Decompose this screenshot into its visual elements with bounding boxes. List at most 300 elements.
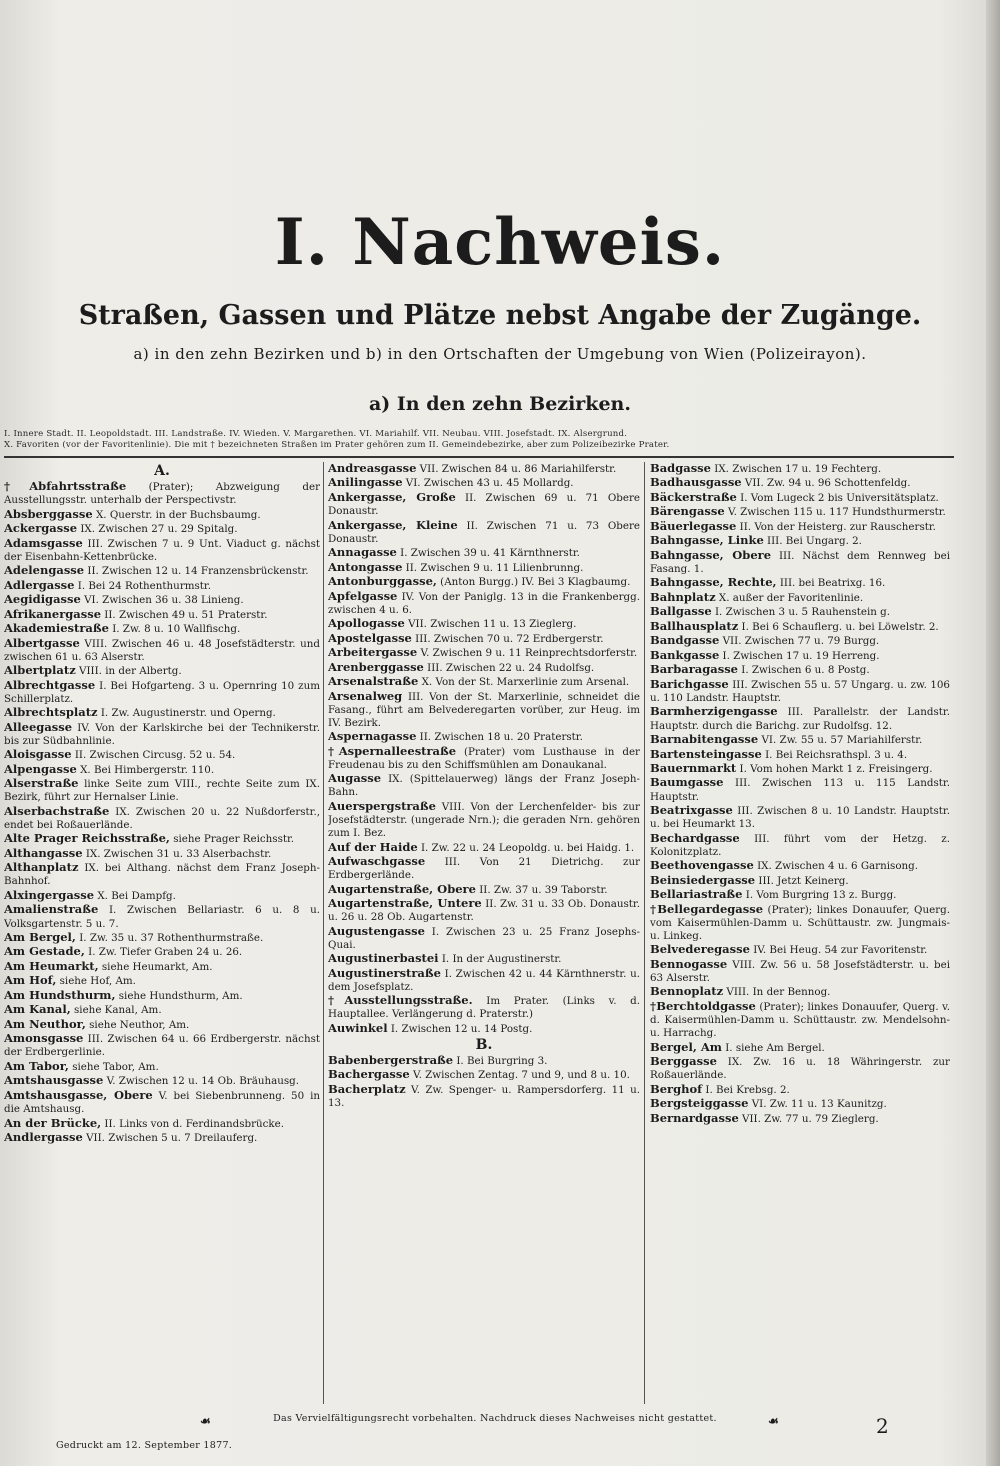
street-entry bbox=[650, 576, 950, 590]
street-location: I. Zwischen 17 u. 19 Herreng. bbox=[722, 649, 880, 662]
street-entry bbox=[650, 649, 950, 663]
street-entry bbox=[4, 777, 320, 804]
street-name: Beethovengasse bbox=[650, 858, 754, 873]
street-name: Apfelgasse bbox=[328, 588, 398, 603]
copyright-note: Das Vervielfältigungsrecht vorbehalten. Nachdruck dieses Nachweises nicht gestattet. bbox=[273, 1413, 717, 1424]
street-name: Akademiestraße bbox=[4, 621, 109, 636]
street-location: III. Zwischen 113 u. 115 Landstr. Hauptstr. bbox=[650, 777, 950, 803]
street-location: III. Zwischen 22 u. 24 Rudolfsg. bbox=[427, 661, 595, 674]
street-location: (Prater); linkes Donauufer, Querg. vom Kaisermühlen-Damm u. Schüttaustr. zw. Jungmais- u. Linkeg. bbox=[650, 903, 950, 942]
street-location: I. Zw. Tiefer Graben 24 u. 26. bbox=[88, 946, 243, 959]
street-name: Am Neuthor, bbox=[4, 1016, 86, 1031]
street-location: VI. Zw. 55 u. 57 Mariahilferstr. bbox=[761, 734, 923, 747]
street-location: III. Zwischen 70 u. 72 Erdbergerstr. bbox=[415, 632, 604, 645]
street-location: I. Zwischen 23 u. 25 Franz Josephs-Quai. bbox=[328, 925, 640, 951]
street-location: IX. bei Althang. nächst dem Franz Joseph-Bahnhof. bbox=[4, 862, 320, 888]
street-name: Bäuerlegasse bbox=[650, 518, 737, 533]
street-entry bbox=[4, 579, 320, 593]
street-name: Albertplatz bbox=[4, 663, 76, 678]
street-entry bbox=[4, 861, 320, 888]
street-entry bbox=[4, 1003, 320, 1017]
street-entry bbox=[328, 730, 640, 744]
street-name: Amonsgasse bbox=[4, 1031, 84, 1046]
street-entry bbox=[650, 733, 950, 747]
street-name: Barbaragasse bbox=[650, 662, 738, 677]
street-location: I. siehe Am Bergel. bbox=[725, 1041, 825, 1054]
street-name: Am Gestade, bbox=[4, 944, 85, 959]
header-rule bbox=[4, 456, 954, 458]
street-location: VIII. Zwischen 46 u. 48 Josefstädterstr. und zwischen 61 u. 63 Alserstr. bbox=[4, 637, 320, 663]
street-location: II. Zwischen 69 u. 71 Obere Donaustr. bbox=[328, 491, 640, 518]
street-name: Ballgasse bbox=[650, 604, 712, 619]
street-location: I. Zw. 8 u. 10 Wallfischg. bbox=[112, 623, 241, 636]
street-name: Alpengasse bbox=[4, 761, 77, 776]
street-name: Bahngasse, Linke bbox=[650, 533, 764, 548]
street-entry bbox=[328, 519, 640, 546]
street-entry bbox=[650, 534, 950, 548]
street-name: Bennoplatz bbox=[650, 984, 724, 999]
street-entry bbox=[328, 745, 640, 772]
street-name: Andlergasse bbox=[4, 1129, 83, 1144]
street-entry bbox=[650, 1112, 950, 1126]
street-entry bbox=[328, 952, 640, 966]
street-entry bbox=[650, 903, 950, 943]
street-name: Am Hof, bbox=[4, 973, 57, 988]
street-name: Augartenstraße, Untere bbox=[328, 896, 482, 911]
street-location: X. Bei Himbergerstr. 110. bbox=[80, 763, 215, 776]
street-location: III. Von 21 Dietrichg. zur Erdbergerlände. bbox=[328, 856, 640, 882]
street-entry bbox=[4, 721, 320, 748]
street-location: II. Zwischen 18 u. 20 Praterstr. bbox=[419, 731, 583, 744]
faded-header-trace bbox=[330, 8, 660, 18]
street-entry bbox=[650, 549, 950, 576]
street-location: siehe Kanal, Am. bbox=[74, 1004, 162, 1017]
street-entry bbox=[328, 1083, 640, 1110]
street-location: V. Zwischen 115 u. 117 Hundsthurmerstr. bbox=[727, 506, 946, 519]
street-name: †Ausstellungsstraße. bbox=[328, 993, 473, 1008]
street-name: Bankgasse bbox=[650, 647, 720, 662]
street-name: Baumgasse bbox=[650, 775, 724, 790]
street-entry bbox=[650, 520, 950, 534]
street-entry bbox=[4, 974, 320, 988]
street-location: VII. Zw. 77 u. 79 Zieglerg. bbox=[742, 1112, 879, 1125]
street-entry bbox=[4, 480, 320, 507]
street-name: Bacherplatz bbox=[328, 1081, 406, 1096]
street-name: †Aspernalleestraße bbox=[328, 743, 457, 758]
street-entry bbox=[650, 663, 950, 677]
street-location: IX. Zwischen 4 u. 6 Garnisong. bbox=[757, 860, 919, 873]
street-location: II. Links von d. Ferdinandsbrücke. bbox=[104, 1117, 284, 1130]
street-entry bbox=[4, 637, 320, 664]
street-name: Apostelgasse bbox=[328, 630, 412, 645]
street-name: Aspernagasse bbox=[328, 729, 417, 744]
street-location: II. Zw. 37 u. 39 Taborstr. bbox=[479, 883, 608, 896]
street-name: Bachergasse bbox=[328, 1067, 410, 1082]
street-name: Albrechtgasse bbox=[4, 677, 96, 692]
street-location: IX. Zwischen 27 u. 29 Spitalg. bbox=[80, 523, 238, 536]
street-name: Annagasse bbox=[328, 545, 397, 560]
street-entry bbox=[328, 590, 640, 617]
street-location: I. Zw. Augustinerstr. und Operng. bbox=[100, 707, 276, 720]
page-title: I. Nachweis. bbox=[274, 205, 726, 280]
street-name: Am Hundsthurm, bbox=[4, 987, 116, 1002]
street-location: VI. Zw. 11 u. 13 Kaunitzg. bbox=[751, 1098, 887, 1111]
street-name: Antonburggasse, bbox=[328, 574, 437, 589]
street-entry bbox=[328, 646, 640, 660]
street-location: VII. Zwischen 84 u. 86 Mariahilferstr. bbox=[419, 463, 617, 475]
street-name: Albertgasse bbox=[4, 635, 80, 650]
street-location: V. Zw. Spenger- u. Rampersdorferg. 11 u. 13. bbox=[328, 1083, 640, 1110]
footer bbox=[0, 1410, 1000, 1430]
street-name: Alxingergasse bbox=[4, 887, 95, 902]
street-name: Barnabitengasse bbox=[650, 732, 759, 747]
street-location: VII. Zwischen 77 u. 79 Burgg. bbox=[722, 635, 880, 648]
street-name: An der Brücke, bbox=[4, 1115, 102, 1130]
street-entry bbox=[328, 800, 640, 840]
street-entry bbox=[650, 1055, 950, 1082]
street-location: IX. Zwischen 17 u. 19 Fechterg. bbox=[714, 463, 882, 475]
street-name: Amalienstraße bbox=[4, 902, 99, 917]
street-name: Afrikanergasse bbox=[4, 606, 102, 621]
street-entry bbox=[328, 841, 640, 855]
ornament-right-icon: ☙ bbox=[768, 1414, 779, 1428]
street-entry bbox=[4, 564, 320, 578]
street-entry bbox=[328, 462, 640, 476]
street-entry bbox=[650, 1083, 950, 1097]
street-entry bbox=[328, 575, 640, 589]
street-location: X. Querstr. in der Buchsbaumg. bbox=[95, 508, 261, 521]
street-location: siehe Heumarkt, Am. bbox=[101, 960, 213, 973]
section-heading: a) In den zehn Bezirken. bbox=[368, 393, 631, 415]
street-location: III. Zwischen 55 u. 57 Ungarg. u. zw. 106 u. 110 Landstr. Hauptstr. bbox=[650, 678, 950, 704]
street-entry bbox=[650, 505, 950, 519]
street-entry bbox=[328, 772, 640, 799]
street-location: IV. Bei Heug. 54 zur Favoritenstr. bbox=[753, 944, 928, 957]
street-name: Aufwaschgasse bbox=[328, 854, 426, 869]
street-name: Am Tabor, bbox=[4, 1058, 69, 1073]
street-location: VIII. in der Albertg. bbox=[79, 665, 182, 678]
street-entry bbox=[4, 508, 320, 522]
street-name: Bäckerstraße bbox=[650, 489, 737, 504]
street-name: Auf der Haide bbox=[328, 839, 418, 854]
street-entry bbox=[328, 546, 640, 560]
street-entry bbox=[4, 593, 320, 607]
page-subline: a) in den zehn Bezirken und b) in den Ortschaften der Umgebung von Wien (Polizeirayon). bbox=[133, 345, 867, 363]
street-name: Augustinerbastei bbox=[328, 951, 439, 966]
street-name: †Abfahrtsstraße bbox=[4, 479, 127, 493]
street-name: Bahnplatz bbox=[650, 589, 716, 604]
street-entry bbox=[328, 883, 640, 897]
street-location: VII. Zwischen 5 u. 7 Dreilauferg. bbox=[86, 1131, 258, 1144]
index-column-3 bbox=[650, 462, 950, 1404]
street-location: I. Zw. 22 u. 24 Leopoldg. u. bei Haidg. 1. bbox=[420, 841, 635, 854]
street-name: Bahngasse, Rechte, bbox=[650, 575, 777, 590]
street-name: Am Kanal, bbox=[4, 1002, 71, 1017]
street-location: I. Bei Hofgarteng. 3 u. Opernring 10 zum Schillerplatz. bbox=[4, 679, 320, 705]
street-location: VIII. In der Bennog. bbox=[726, 986, 831, 999]
street-name: Arsenalweg bbox=[328, 688, 403, 703]
street-entry bbox=[4, 608, 320, 622]
street-location: III. Nächst dem Rennweg bei Fasang. 1. bbox=[650, 549, 950, 575]
street-entry bbox=[4, 679, 320, 706]
street-name: Bergel, Am bbox=[650, 1039, 722, 1054]
street-entry bbox=[4, 622, 320, 636]
street-location: X. außer der Favoritenlinie. bbox=[718, 591, 864, 604]
street-name: †Berchtoldgasse bbox=[650, 998, 756, 1013]
street-location: Im Prater. (Links v. d. Hauptallee. Verlängerung d. Praterstr.) bbox=[328, 995, 640, 1021]
street-name: Albrechtsplatz bbox=[4, 705, 98, 720]
street-location: V. Zwischen Zentag. 7 und 9, und 8 u. 10. bbox=[412, 1069, 630, 1082]
district-legend bbox=[4, 429, 954, 451]
street-location: I. Bei 6 Schauflerg. u. bei Löwelstr. 2. bbox=[741, 620, 939, 633]
street-entry bbox=[4, 903, 320, 930]
legend-line: X. Favoriten (vor der Favoritenlinie). Die mit † bezeichneten Straßen im Prater gehören zum II. Gemeindebezirke, aber zum Polizeibezirke Prater. bbox=[4, 440, 670, 450]
street-location: VIII. Von der Lerchenfelder- bis zur Josefstädterstr. (ungerade Nrn.); die geraden Nrn. gehören zum I. Bez. bbox=[328, 800, 640, 840]
street-location: II. Zwischen 9 u. 11 Lilienbrunng. bbox=[405, 561, 584, 574]
street-location: I. Bei 24 Rothenthurmstr. bbox=[77, 579, 211, 592]
street-name: †Bellegardegasse bbox=[650, 901, 764, 916]
street-location: VII. Zw. 94 u. 96 Schottenfeldg. bbox=[744, 477, 911, 490]
street-entry bbox=[4, 805, 320, 832]
street-location: II. Von der Heisterg. zur Rauscherstr. bbox=[739, 520, 936, 533]
street-location: I. In der Augustinerstr. bbox=[441, 953, 562, 966]
street-location: IX. Zwischen 31 u. 33 Alserbachstr. bbox=[85, 847, 272, 860]
street-name: Augustinerstraße bbox=[328, 965, 441, 980]
street-name: Bauernmarkt bbox=[650, 761, 737, 775]
street-location: IX. Zw. 16 u. 18 Währingerstr. zur Roßauerlände. bbox=[650, 1056, 950, 1082]
street-entry bbox=[650, 678, 950, 705]
street-name: Althanplatz bbox=[4, 860, 79, 875]
street-location: (Prater) vom Lusthause in der Freudenau bis zu den Schiffsmühlen am Donaukanal. bbox=[328, 745, 640, 771]
street-entry bbox=[328, 661, 640, 675]
street-name: Auwinkel bbox=[328, 1020, 388, 1035]
street-location: I. Zwischen 42 u. 44 Kärnthnerstr. u. dem Josefsplatz. bbox=[328, 967, 640, 993]
street-name: Ballhausplatz bbox=[650, 618, 739, 633]
street-name: Andreasgasse bbox=[328, 462, 417, 475]
street-entry bbox=[4, 832, 320, 846]
street-location: siehe Neuthor, Am. bbox=[89, 1018, 190, 1031]
street-location: IX. Zwischen 20 u. 22 Nußdorferstr., endet bei Roßauerlände. bbox=[4, 805, 320, 831]
street-name: Bennogasse bbox=[650, 956, 728, 971]
street-name: Barichgasse bbox=[650, 676, 729, 691]
street-name: Arbeitergasse bbox=[328, 645, 418, 660]
street-location: V. Zwischen 9 u. 11 Reinprechtsdorferstr. bbox=[420, 647, 638, 660]
street-location: linke Seite zum VIII., rechte Seite zum IX. Bezirk, führt zur Hernalser Linie. bbox=[4, 778, 320, 804]
street-location: I. Zwischen 6 u. 8 Postg. bbox=[741, 664, 870, 677]
street-location: II. Zwischen 71 u. 73 Obere Donaustr. bbox=[328, 519, 640, 545]
street-location: I. Vom Lugeck 2 bis Universitätsplatz. bbox=[740, 491, 939, 504]
street-name: Barmherzigengasse bbox=[650, 704, 778, 719]
street-location: III. Zwischen 7 u. 9 Unt. Viaduct g. nächst der Eisenbahn-Kettenbrücke. bbox=[4, 537, 320, 563]
street-entry bbox=[4, 763, 320, 777]
street-location: siehe Prager Reichsstr. bbox=[173, 833, 295, 846]
street-name: Badhausgasse bbox=[650, 475, 742, 490]
street-location: I. Vom Burgring 13 z. Burgg. bbox=[745, 889, 897, 902]
street-entry bbox=[4, 1032, 320, 1059]
ornament-left-icon: ☙ bbox=[200, 1414, 211, 1428]
street-name: Antongasse bbox=[328, 559, 403, 574]
street-location: III. Von der St. Marxerlinie, schneidet die Fasang., führt am Belvederegarten vorüber, zur Heug. im IV. Bezirk. bbox=[328, 690, 640, 729]
street-entry bbox=[650, 1000, 950, 1040]
letter-heading: A. bbox=[154, 463, 170, 479]
street-entry bbox=[4, 1074, 320, 1088]
print-date: Gedruckt am 12. September 1877. bbox=[56, 1440, 233, 1451]
street-name: Beinsiedergasse bbox=[650, 872, 756, 887]
street-name: Beatrixgasse bbox=[650, 803, 733, 818]
street-location: III. führt vom der Hetzg. z. Kolonitzplatz. bbox=[650, 832, 950, 858]
street-entry bbox=[4, 847, 320, 861]
street-name: Adamsgasse bbox=[4, 535, 83, 550]
street-entry bbox=[4, 748, 320, 762]
street-entry bbox=[650, 943, 950, 957]
letter-heading: B. bbox=[475, 1037, 493, 1053]
street-location: III. Zwischen 64 u. 66 Erdbergerstr. nächst der Erdbergerlinie. bbox=[4, 1033, 320, 1059]
street-entry bbox=[650, 762, 950, 776]
street-entry bbox=[328, 967, 640, 994]
street-name: Babenbergerstraße bbox=[328, 1053, 454, 1067]
street-entry bbox=[650, 985, 950, 999]
street-entry bbox=[4, 537, 320, 564]
street-name: Bartensteingasse bbox=[650, 746, 762, 761]
street-entry bbox=[328, 1022, 640, 1036]
street-entry bbox=[328, 476, 640, 490]
street-name: Alserstraße bbox=[4, 776, 79, 791]
street-name: Ankergasse, Kleine bbox=[328, 517, 458, 532]
street-entry bbox=[328, 855, 640, 882]
street-location: III. Bei Ungarg. 2. bbox=[767, 535, 862, 548]
street-entry bbox=[4, 1131, 320, 1145]
street-location: V. bei Siebenbrunneng. 50 in die Amtshausg. bbox=[4, 1089, 320, 1116]
street-name: Badgasse bbox=[650, 462, 711, 475]
street-name: Augartenstraße, Obere bbox=[328, 881, 476, 896]
street-location: I. Zwischen 39 u. 41 Kärnthnerstr. bbox=[400, 547, 580, 560]
street-name: Anilingasse bbox=[328, 475, 403, 490]
street-entry bbox=[328, 897, 640, 924]
page-edge-shadow bbox=[986, 0, 1000, 1466]
street-location: (Anton Burgg.) IV. Bei 3 Klagbaumg. bbox=[440, 576, 631, 589]
street-location: I. Bei Krebsg. 2. bbox=[705, 1083, 790, 1096]
street-location: siehe Hof, Am. bbox=[59, 975, 136, 988]
street-name: Althangasse bbox=[4, 845, 83, 860]
street-entry bbox=[650, 1097, 950, 1111]
street-entry bbox=[4, 889, 320, 903]
street-entry bbox=[650, 958, 950, 985]
street-entry bbox=[328, 675, 640, 689]
street-location: I. Bei Reichsrathspl. 3 u. 4. bbox=[765, 748, 908, 761]
street-location: II. Zw. 31 u. 33 Ob. Donaustr. u. 26 u. 28 Ob. Augartenstr. bbox=[328, 898, 640, 924]
street-entry bbox=[650, 776, 950, 803]
street-name: Adlergasse bbox=[4, 577, 75, 592]
street-location: I. Vom hohen Markt 1 z. Freisingerg. bbox=[739, 763, 933, 775]
street-entry bbox=[4, 1018, 320, 1032]
street-location: IV. Von der Karlskirche bei der Technikerstr. bis zur Südbahnlinie. bbox=[4, 721, 320, 747]
street-name: Bandgasse bbox=[650, 633, 720, 648]
street-location: X. Von der St. Marxerlinie zum Arsenal. bbox=[421, 676, 630, 689]
street-location: IV. Von der Paniglg. 13 in die Frankenbergg. zwischen 4 u. 6. bbox=[328, 590, 640, 616]
street-entry bbox=[4, 945, 320, 959]
street-entry bbox=[4, 960, 320, 974]
street-location: II. Zwischen 12 u. 14 Franzensbrückenstr. bbox=[87, 565, 309, 578]
street-entry bbox=[650, 591, 950, 605]
street-name: Bechardgasse bbox=[650, 830, 740, 845]
street-name: Bahngasse, Obere bbox=[650, 547, 772, 562]
street-name: Amtshausgasse, Obere bbox=[4, 1087, 153, 1102]
street-name: Am Heumarkt, bbox=[4, 958, 99, 973]
street-entry bbox=[4, 931, 320, 945]
street-location: (Prater); linkes Donauufer, Querg. v. d. Kaisermühlen-Damm u. Schüttaustr. zw. Mendelsohn- u. Harrachg. bbox=[650, 1000, 950, 1040]
street-name: Alserbachstraße bbox=[4, 803, 110, 818]
street-location: III. Zwischen 8 u. 10 Landstr. Hauptstr. u. bei Heumarkt 13. bbox=[650, 805, 950, 831]
street-location: I. Zwischen 3 u. 5 Rauhenstein g. bbox=[714, 606, 891, 619]
page-number: 2 bbox=[876, 1414, 889, 1438]
street-name: Augustengasse bbox=[328, 923, 425, 938]
street-location: siehe Tabor, Am. bbox=[72, 1060, 159, 1073]
street-location: I. Zwischen 12 u. 14 Postg. bbox=[390, 1022, 533, 1035]
street-entry bbox=[328, 690, 640, 730]
street-entry bbox=[650, 620, 950, 634]
street-location: II. Zwischen Circusg. 52 u. 54. bbox=[74, 749, 236, 762]
street-entry bbox=[650, 634, 950, 648]
street-entry bbox=[650, 888, 950, 902]
street-name: Am Bergel, bbox=[4, 929, 76, 944]
street-entry bbox=[328, 617, 640, 631]
street-name: Alleegasse bbox=[4, 719, 73, 734]
street-location: V. Zwischen 12 u. 14 Ob. Bräuhausg. bbox=[106, 1075, 300, 1088]
street-entry bbox=[650, 476, 950, 490]
street-entry bbox=[650, 462, 950, 476]
street-entry bbox=[650, 804, 950, 831]
street-entry bbox=[650, 1041, 950, 1055]
street-entry bbox=[328, 1068, 640, 1082]
street-entry bbox=[328, 1054, 640, 1068]
street-name: Bärengasse bbox=[650, 504, 725, 519]
street-location: I. Zw. 35 u. 37 Rothenthurmstraße. bbox=[79, 931, 264, 944]
street-location: VI. Zwischen 36 u. 38 Linieng. bbox=[84, 594, 244, 607]
street-entry bbox=[650, 859, 950, 873]
legend-line: I. Innere Stadt. II. Leopoldstadt. III. Landstraße. IV. Wieden. V. Margarethen. VI. Mariahilf. VII. Neubau. VIII. Josefstadt. IX. Alsergrund. bbox=[4, 429, 628, 439]
street-entry bbox=[328, 491, 640, 518]
street-location: (Prater); Abzweigung der Ausstellungsstr. unterhalb der Perspectivstr. bbox=[4, 481, 320, 507]
street-name: Aloisgasse bbox=[4, 747, 72, 762]
street-name: Adelengasse bbox=[4, 563, 85, 578]
street-name: Amtshausgasse bbox=[4, 1073, 104, 1088]
street-name: Berggasse bbox=[650, 1054, 717, 1069]
street-entry bbox=[4, 664, 320, 678]
street-name: Arenberggasse bbox=[328, 659, 424, 674]
street-location: III. Parallelstr. der Landstr. Hauptstr. durch die Barichg. zur Rudolfsg. 12. bbox=[650, 706, 950, 732]
street-name: Absberggasse bbox=[4, 506, 93, 521]
page-subtitle: Straßen, Gassen und Plätze nebst Angabe der Zugänge. bbox=[78, 300, 922, 331]
street-entry bbox=[4, 1060, 320, 1074]
street-location: III. Jetzt Keinerg. bbox=[758, 874, 849, 887]
street-name: Bergsteiggasse bbox=[650, 1096, 749, 1111]
street-name: Aegidigasse bbox=[4, 592, 81, 607]
street-location: VIII. Zw. 56 u. 58 Josefstädterstr. u. bei 63 Alserstr. bbox=[650, 958, 950, 984]
index-column-1 bbox=[4, 462, 320, 1404]
street-location: VII. Zwischen 11 u. 13 Zieglerg. bbox=[408, 618, 577, 631]
street-entry bbox=[4, 706, 320, 720]
street-location: siehe Hundsthurm, Am. bbox=[118, 989, 243, 1002]
street-name: Alte Prager Reichsstraße, bbox=[4, 831, 170, 846]
street-location: II. Zwischen 49 u. 51 Praterstr. bbox=[104, 608, 268, 621]
street-entry bbox=[650, 874, 950, 888]
street-entry bbox=[650, 705, 950, 732]
street-location: VI. Zwischen 43 u. 45 Mollardg. bbox=[405, 477, 574, 490]
street-name: Apollogasse bbox=[328, 616, 405, 631]
street-name: Ackergasse bbox=[4, 521, 78, 536]
street-entry bbox=[4, 1089, 320, 1116]
street-entry bbox=[328, 561, 640, 575]
